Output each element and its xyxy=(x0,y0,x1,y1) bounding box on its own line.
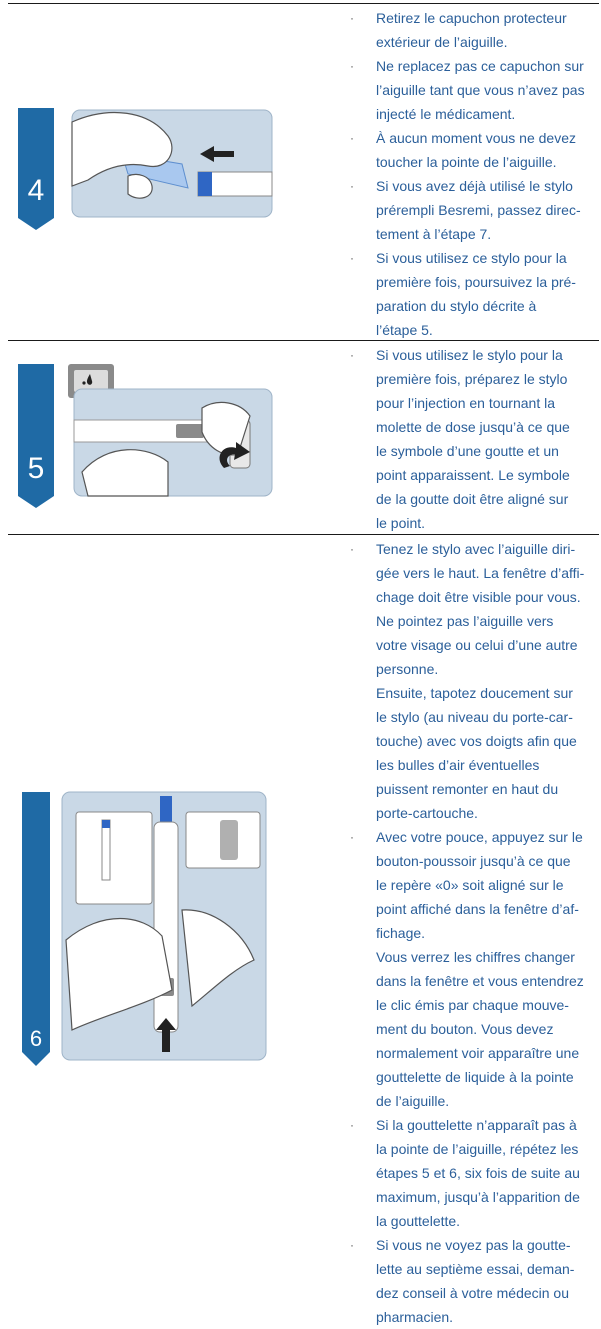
step-badge xyxy=(18,108,54,230)
instruction-item xyxy=(350,6,596,54)
bullet-dot: · xyxy=(350,830,354,844)
instruction-text: Avec votre pouce, appuyez sur le bouton-poussoir jusqu’à ce que le repère «0» soit aligné sur le point affiché dans la fenêtre d’af- fichage. Vous verrez les chiffres changer dans la fenêtre et vous entendrez le clic émis par chaque mouve- ment du bouton. Vous devez normalement voir apparaître une gouttelette de liquide à la pointe de l’aiguille. xyxy=(376,829,584,1109)
instruction-item xyxy=(350,174,596,246)
step-4-illustration xyxy=(18,106,278,234)
step-5-illustration xyxy=(18,362,278,512)
instruction-item xyxy=(350,1233,596,1329)
step-6-illustration xyxy=(22,790,272,1070)
instruction-text: Si la gouttelette n’apparaît pas à la pointe de l’aiguille, répétez les étapes 5 et 6, six fois de suite au maximum, jusqu’à l’apparition de la gouttelette. xyxy=(376,1117,580,1229)
step-6-instructions xyxy=(350,537,596,1329)
instruction-text: À aucun moment vous ne devez toucher la pointe de l’aiguille. xyxy=(376,130,577,170)
step-number: 6 xyxy=(29,1026,43,1051)
top-rule xyxy=(8,3,599,4)
instruction-item xyxy=(350,825,596,1113)
bullet-dot: · xyxy=(350,1238,354,1252)
instruction-text: Si vous ne voyez pas la goutte- lette au septième essai, deman- dez conseil à votre médecin ou pharmacien. xyxy=(376,1237,575,1325)
bullet-dot: · xyxy=(350,542,354,556)
instruction-item xyxy=(350,1113,596,1233)
instruction-text: Si vous utilisez le stylo pour la première fois, préparez le stylo pour l’injection en tournant la molette de dose jusqu’à ce que le symbole d’une goutte et un point apparaissent. Le symbole de la goutte doit être aligné sur le point. xyxy=(376,347,570,531)
instruction-text: Retirez le capuchon protecteur extérieur de l’aiguille. xyxy=(376,10,567,50)
bullet-dot: · xyxy=(350,348,354,362)
bullet-dot: · xyxy=(350,11,354,25)
bullet-dot: · xyxy=(350,251,354,265)
step-number: 5 xyxy=(27,452,45,485)
instruction-text: Si vous utilisez ce stylo pour la première fois, poursuivez la pré- paration du stylo décrite à l’étape 5. xyxy=(376,250,576,338)
instruction-item xyxy=(350,537,596,825)
instruction-item xyxy=(350,246,596,342)
instruction-text: Ne replacez pas ce capuchon sur l’aiguille tant que vous n’avez pas injecté le médicament. xyxy=(376,58,585,122)
bullet-dot: · xyxy=(350,179,354,193)
step-number: 4 xyxy=(27,174,45,207)
instruction-item xyxy=(350,54,596,126)
instruction-text: Tenez le stylo avec l’aiguille diri- gée vers le haut. La fenêtre d’affi- chage doit être visible pour vous. Ne pointez pas l’aiguille vers votre visage ou celui d’une autre personne. Ensuite, tapotez doucement sur le stylo (au niveau du porte-car- touche) avec vos doigts afin que les bulles d’air éventuelles puissent remonter en haut du porte-cartouche. xyxy=(376,541,585,821)
step-4-instructions xyxy=(350,6,596,342)
step-badge xyxy=(22,792,50,1066)
instruction-text: Si vous avez déjà utilisé le stylo prérempli Besremi, passez direc- tement à l’étape 7. xyxy=(376,178,581,242)
step-5-instructions xyxy=(350,343,596,535)
instruction-item xyxy=(350,126,596,174)
bullet-dot: · xyxy=(350,59,354,73)
bullet-dot: · xyxy=(350,131,354,145)
step-badge xyxy=(18,364,54,508)
bullet-dot: · xyxy=(350,1118,354,1132)
instruction-item xyxy=(350,343,596,535)
